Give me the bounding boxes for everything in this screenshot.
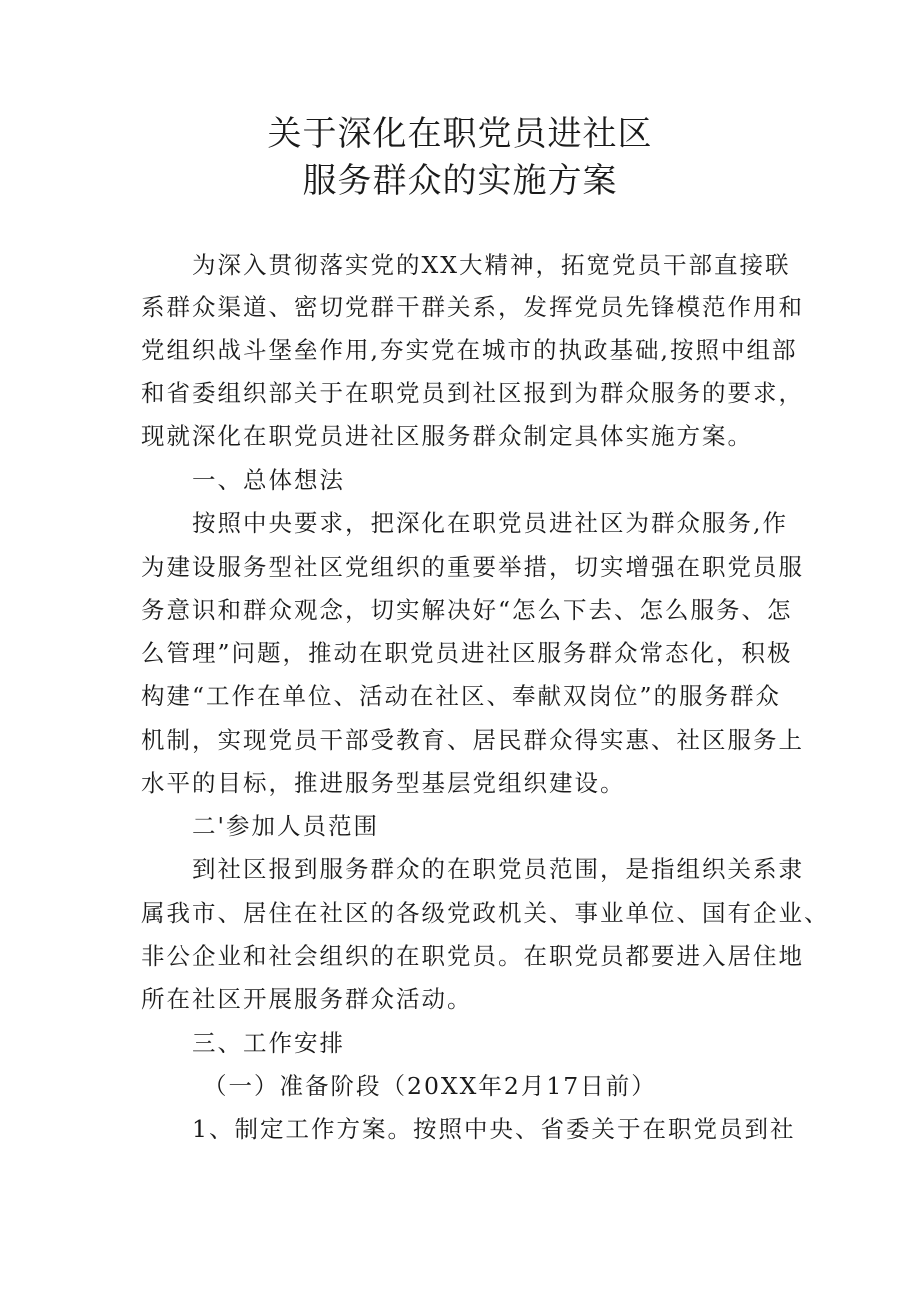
section-3-subheading: （一）准备阶段（20XX年2月17日前） bbox=[203, 1072, 657, 1100]
section-2-line-1: 到社区报到服务群众的在职党员范围，是指组织关系隶 bbox=[192, 855, 804, 883]
intro-line-3: 党组织战斗堡垒作用,夯实党在城市的执政基础,按照中组部 bbox=[141, 336, 798, 364]
intro-line-1: 为深入贯彻落实党的XX大精神，拓宽党员干部直接联 bbox=[192, 251, 791, 279]
intro-line-5: 现就深化在职党员进社区服务群众制定具体实施方案。 bbox=[141, 422, 753, 450]
document-title-line-1: 关于深化在职党员进社区 bbox=[267, 114, 653, 154]
section-2-line-4: 所在社区开展服务群众活动。 bbox=[141, 985, 473, 1013]
document-title-line-2: 服务群众的实施方案 bbox=[302, 161, 618, 201]
section-2-line-2: 属我市、居住在社区的各级党政机关、事业单位、国有企业、 bbox=[141, 899, 830, 927]
section-1-line-2: 为建设服务型社区党组织的重要举措，切实增强在职党员服 bbox=[141, 553, 804, 581]
section-1-line-1: 按照中央要求，把深化在职党员进社区为群众服务,作 bbox=[192, 509, 788, 537]
section-1-line-4: 么管理”问题，推动在职党员进社区服务群众常态化，积极 bbox=[141, 639, 793, 667]
section-2-heading: 二'参加人员范围 bbox=[192, 812, 379, 840]
section-1-line-3: 务意识和群众观念，切实解决好“怎么下去、怎么服务、怎 bbox=[141, 596, 793, 624]
section-1-line-6: 机制，实现党员干部受教育、居民群众得实惠、社区服务上 bbox=[141, 726, 804, 754]
section-1-line-5: 构建“工作在单位、活动在社区、奉献双岗位”的服务群众 bbox=[141, 682, 782, 710]
section-2-line-3: 非公企业和社会组织的在职党员。在职党员都要进入居住地 bbox=[141, 942, 804, 970]
section-3-line-1: 1、制定工作方案。按照中央、省委关于在职党员到社 bbox=[192, 1115, 796, 1143]
section-1-heading: 一、总体想法 bbox=[192, 466, 345, 494]
intro-line-2: 系群众渠道、密切党群干群关系，发挥党员先锋模范作用和 bbox=[141, 293, 804, 321]
section-1-line-7: 水平的目标，推进服务型基层党组织建设。 bbox=[141, 769, 626, 797]
section-3-heading: 三、工作安排 bbox=[192, 1029, 345, 1057]
intro-line-4: 和省委组织部关于在职党员到社区报到为群众服务的要求， bbox=[141, 379, 804, 407]
